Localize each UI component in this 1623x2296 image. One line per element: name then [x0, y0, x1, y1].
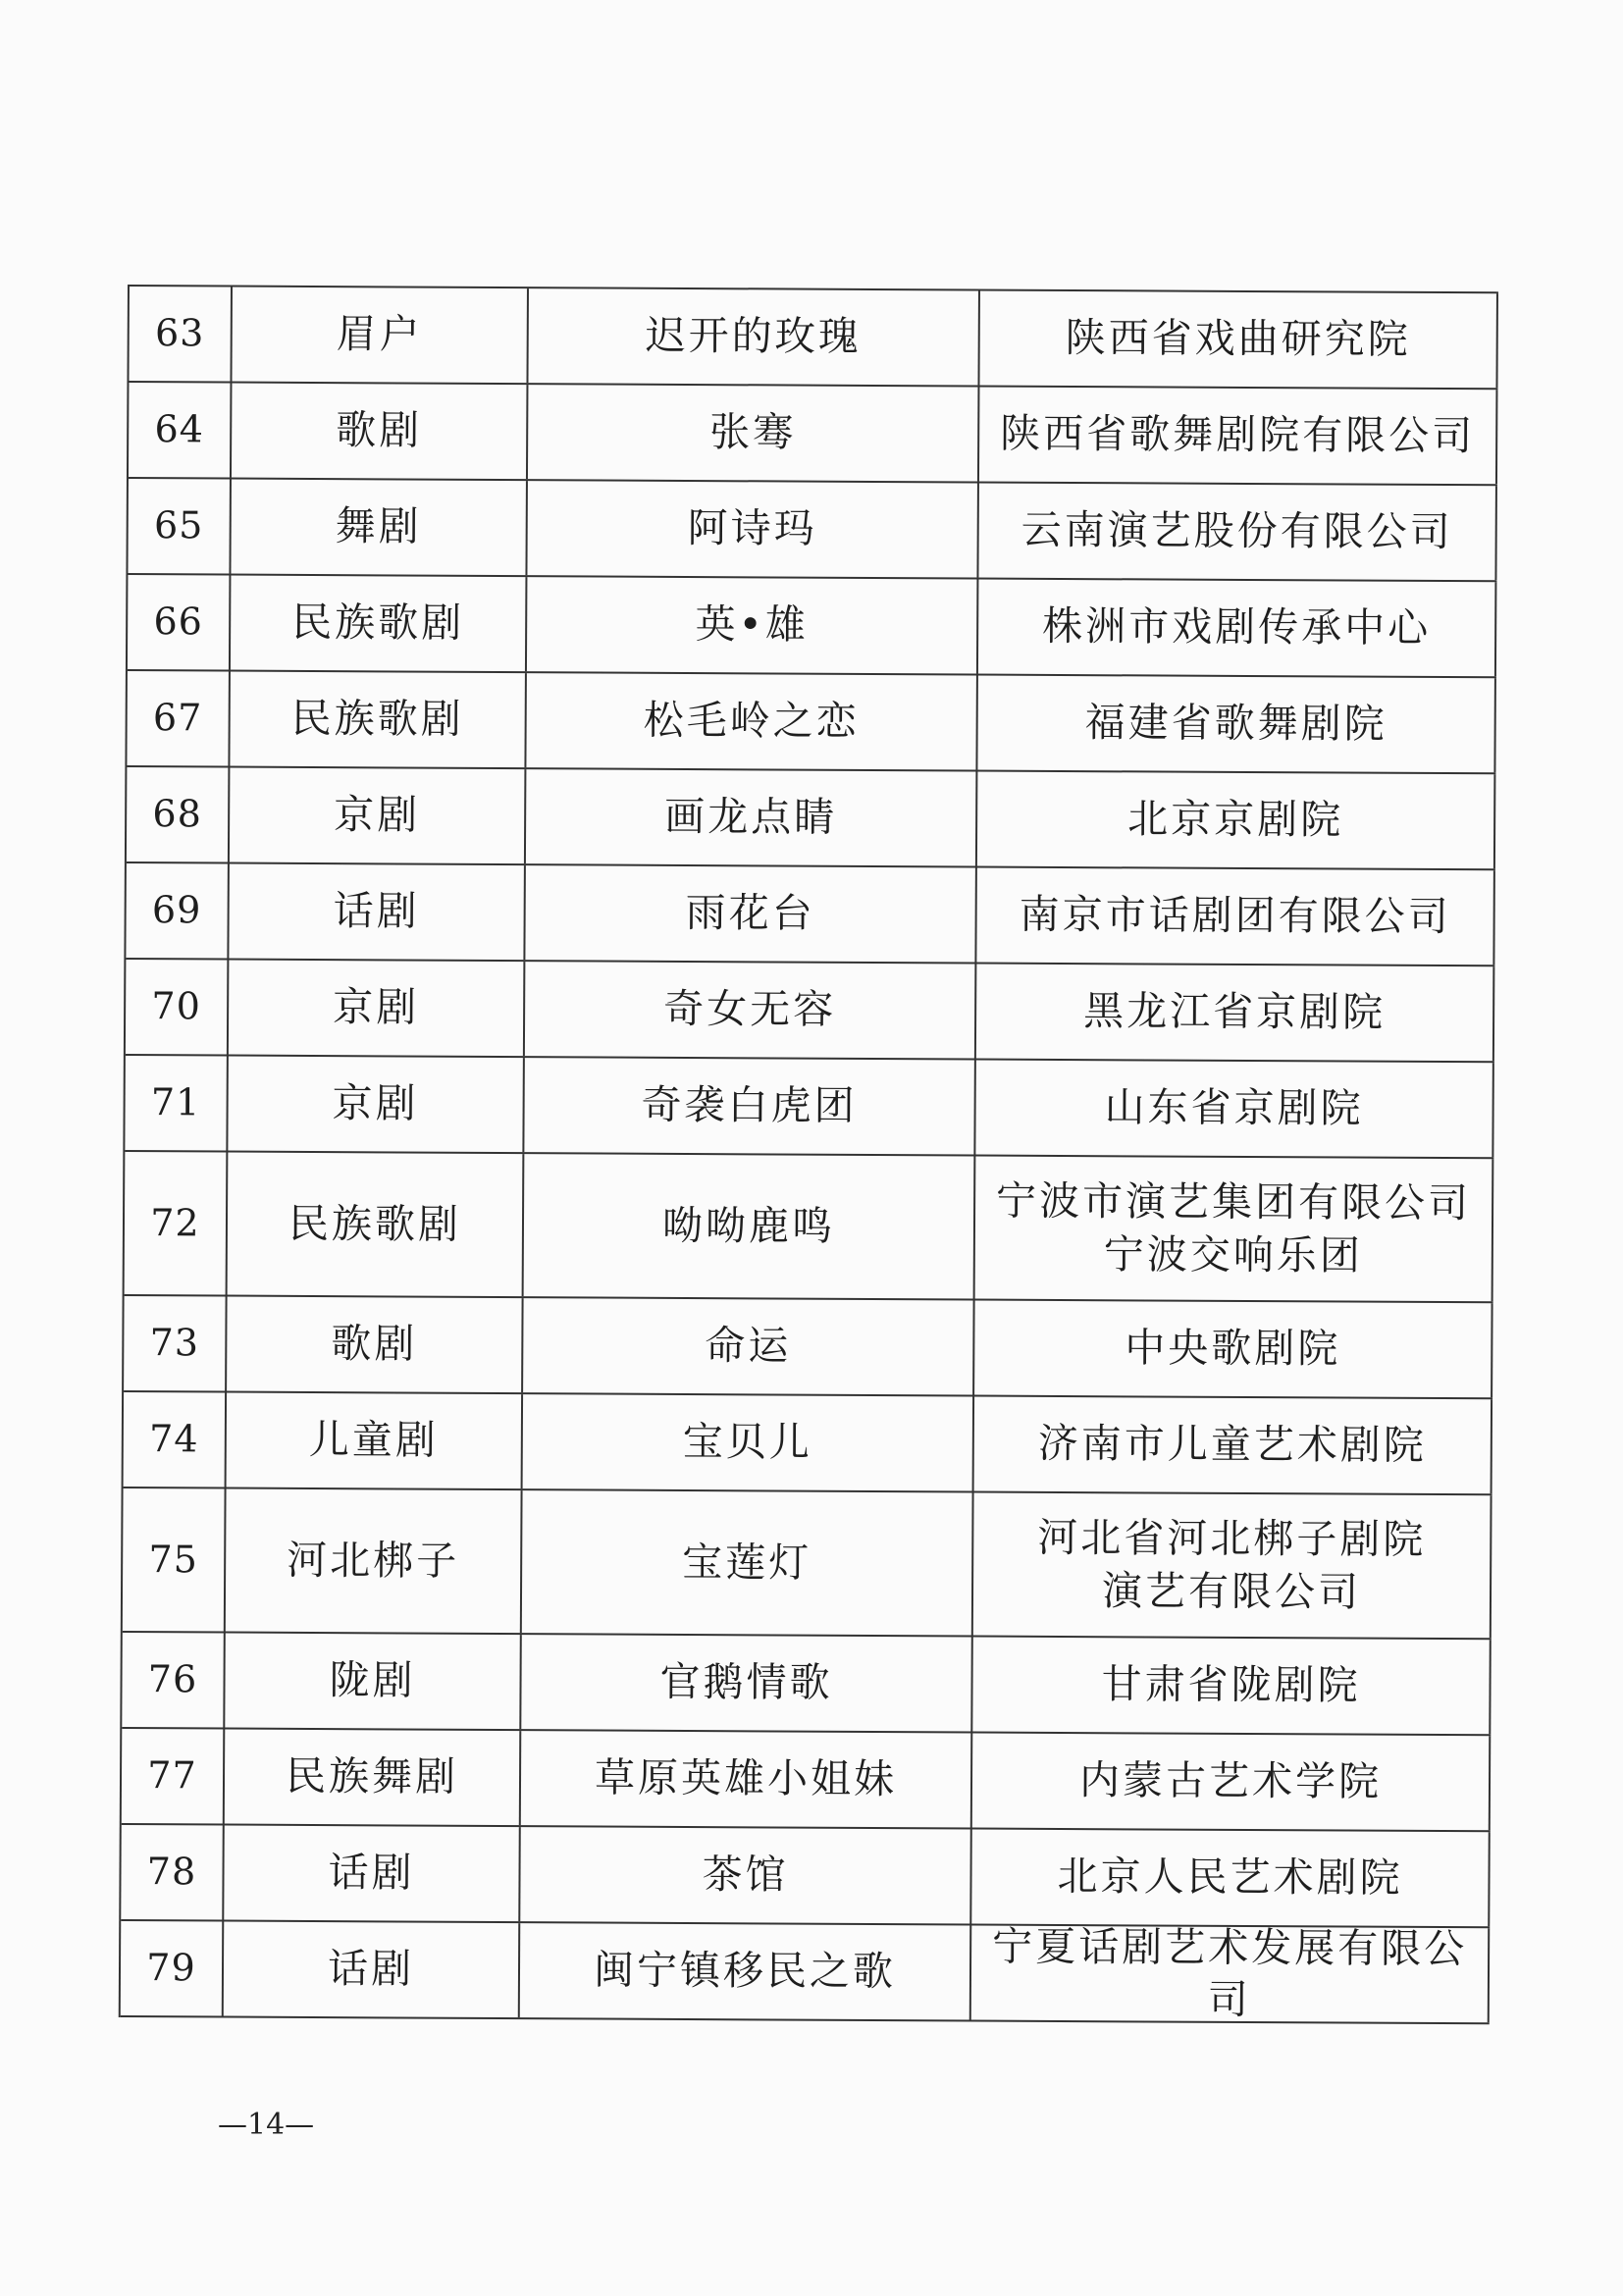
row-number-cell: 73: [124, 1296, 228, 1391]
page-number: —14—: [218, 2108, 315, 2142]
title-cell: 呦呦鹿鸣: [524, 1154, 976, 1298]
row-number-cell: 75: [123, 1488, 227, 1632]
organization-cell: [972, 1638, 1491, 1735]
title-cell: 松毛岭之恋: [526, 673, 977, 769]
organization-line: 北京京剧院: [1127, 795, 1344, 844]
genre-cell: 京剧: [228, 1057, 524, 1153]
program-table: [119, 285, 1498, 2024]
organization-cell: [978, 484, 1496, 581]
organization-cell: [974, 1397, 1492, 1494]
genre-cell: 陇剧: [225, 1634, 521, 1730]
row-number-cell: 71: [125, 1056, 229, 1151]
title-cell: 雨花台: [525, 865, 976, 962]
organization-cell: [977, 772, 1495, 869]
genre-cell: 话剧: [224, 1826, 520, 1922]
table-row: [129, 383, 1497, 486]
organization-cell: [976, 965, 1494, 1062]
row-number-cell: 79: [121, 1921, 225, 2016]
organization-line: 福建省歌舞剧院: [1084, 699, 1387, 749]
row-number-cell: 63: [129, 287, 233, 382]
title-cell: 画龙点睛: [526, 769, 977, 865]
title-cell: 迟开的玫瑰: [528, 288, 979, 385]
organization-cell: [973, 1493, 1492, 1639]
genre-cell: 民族舞剧: [225, 1730, 521, 1826]
table-row: [125, 1056, 1493, 1159]
genre-cell: 民族歌剧: [230, 672, 526, 768]
title-cell: 奇袭白虎团: [524, 1058, 975, 1154]
genre-cell: 话剧: [229, 864, 525, 961]
organization-line: 内蒙古艺术学院: [1078, 1756, 1383, 1806]
genre-cell: 京剧: [229, 961, 525, 1057]
title-cell: 宝莲灯: [522, 1490, 974, 1635]
row-number-cell: 69: [126, 863, 230, 959]
row-number-cell: 64: [129, 383, 233, 478]
organization-line: 云南演艺股份有限公司: [1021, 506, 1453, 556]
genre-cell: 民族歌剧: [228, 1153, 525, 1297]
table-row: [123, 1488, 1492, 1640]
organization-line: 甘肃省陇剧院: [1101, 1660, 1361, 1709]
table-row: [125, 1152, 1494, 1303]
title-cell: 闽宁镇移民之歌: [520, 1923, 971, 2019]
organization-cell: [979, 388, 1497, 485]
table-row: [127, 767, 1495, 870]
table-row: [128, 575, 1496, 678]
organization-cell: [977, 676, 1495, 773]
row-number-cell: 68: [127, 767, 231, 862]
genre-cell: 眉户: [232, 287, 528, 384]
table-row: [128, 479, 1496, 582]
organization-cell: [978, 580, 1496, 677]
organization-line: 中央歌剧院: [1125, 1324, 1341, 1373]
row-number-cell: 66: [128, 575, 232, 670]
organization-cell: [971, 1830, 1490, 1927]
table-row: [124, 1392, 1492, 1495]
organization-cell: [971, 1922, 1490, 2024]
organization-line: 南京市话剧团有限公司: [1019, 891, 1451, 941]
organization-line: 黑龙江省京剧院: [1083, 987, 1387, 1037]
genre-cell: 儿童剧: [227, 1393, 523, 1489]
table-row: [127, 671, 1495, 774]
genre-cell: 京剧: [230, 768, 526, 864]
genre-cell: 民族歌剧: [231, 576, 527, 672]
genre-cell: 舞剧: [231, 480, 527, 576]
organization-line: 北京人民艺术剧院: [1057, 1852, 1403, 1903]
organization-line: 山东省京剧院: [1104, 1083, 1364, 1132]
organization-cell: [975, 1061, 1493, 1158]
title-cell: 宝贝儿: [523, 1394, 974, 1490]
title-cell: 茶馆: [520, 1827, 971, 1923]
table-row: [126, 960, 1494, 1063]
title-cell: 奇女无容: [525, 962, 976, 1058]
title-cell: 命运: [523, 1298, 974, 1394]
title-cell: 阿诗玛: [527, 481, 978, 577]
title-cell: 草原英雄小姐妹: [521, 1731, 972, 1827]
organization-cell: [972, 1734, 1491, 1831]
organization-cell: [974, 1301, 1492, 1398]
organization-line: 济南市儿童艺术剧院: [1037, 1420, 1427, 1470]
row-number-cell: 65: [128, 479, 232, 574]
table-row: [124, 1296, 1492, 1399]
organization-line: 宁夏话剧艺术发展有限公司: [992, 1922, 1468, 2024]
row-number-cell: 78: [121, 1825, 225, 1920]
organization-line: 演艺有限公司: [1101, 1566, 1362, 1616]
organization-line: 宁波交响乐团: [1103, 1229, 1363, 1279]
organization-cell: [975, 1157, 1494, 1302]
title-cell: 英•雄: [527, 577, 978, 673]
organization-cell: [976, 868, 1494, 965]
organization-line: 株洲市戏剧传承中心: [1042, 602, 1432, 652]
row-number-cell: 76: [122, 1633, 226, 1728]
table-row: [121, 1825, 1490, 1928]
organization-cell: [979, 291, 1497, 389]
row-number-cell: 67: [127, 671, 231, 766]
row-number-cell: 74: [124, 1392, 228, 1487]
genre-cell: 话剧: [224, 1922, 520, 2018]
table-row: [122, 1633, 1491, 1736]
title-cell: 官鹅情歌: [521, 1635, 972, 1731]
organization-line: 陕西省戏曲研究院: [1065, 314, 1411, 364]
table-row: [129, 287, 1497, 390]
table-row: [126, 863, 1494, 966]
title-cell: 张骞: [528, 385, 979, 481]
organization-line: 宁波市演艺集团有限公司: [995, 1176, 1472, 1227]
genre-cell: 歌剧: [227, 1297, 523, 1393]
table-row: [121, 1921, 1490, 2024]
table-row: [122, 1729, 1491, 1832]
organization-line: 陕西省歌舞剧院有限公司: [1000, 410, 1476, 460]
row-number-cell: 77: [122, 1729, 226, 1824]
genre-cell: 歌剧: [232, 384, 528, 480]
genre-cell: 河北梆子: [226, 1489, 523, 1634]
organization-line: 河北省河北梆子剧院: [1037, 1514, 1427, 1564]
row-number-cell: 72: [125, 1152, 229, 1295]
row-number-cell: 70: [126, 960, 230, 1055]
